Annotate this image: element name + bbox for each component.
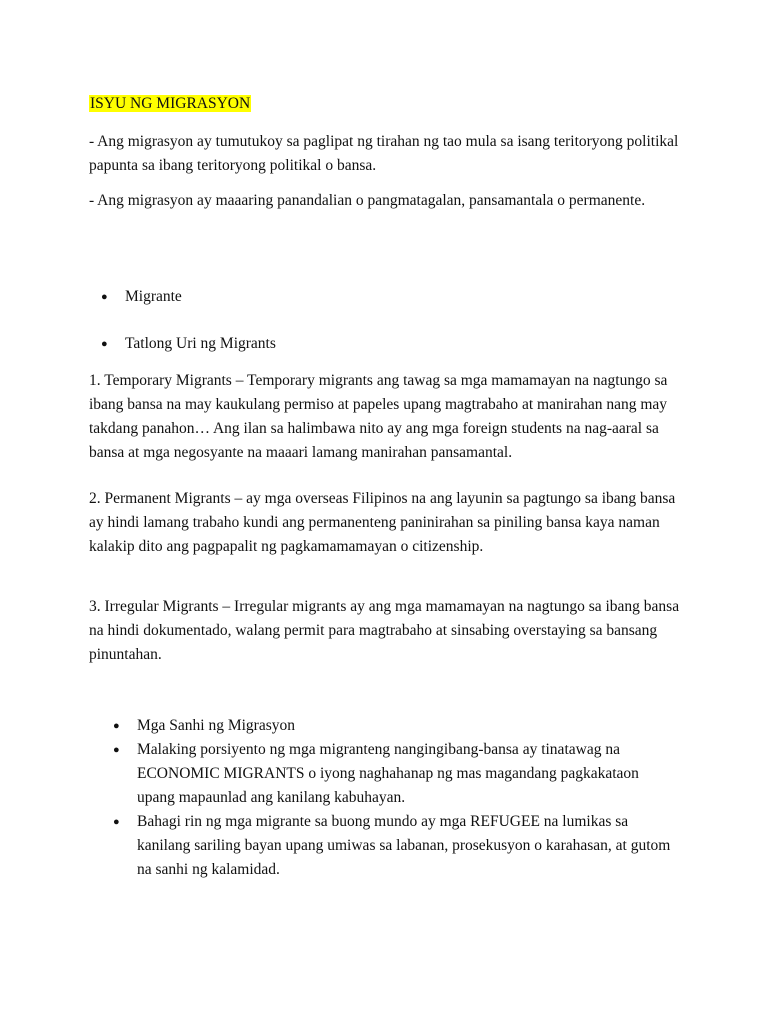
list-item [113,810,673,882]
type-paragraph-permanent: 2. Permanent Migrants – ay mga overseas Filipinos na ang layunin sa pagtungo sa ibang bansa ay hindi lamang trabaho kundi ang permanenteng paninirahan sa piniling bansa kaya naman kalakip dito ang pagpapalit ng pagkamamamayan o citizenship. [89,490,676,555]
list-item [113,738,673,810]
highlighted-title-text: ISYU NG MIGRASYON [90,95,251,112]
document-title [89,92,251,116]
type-paragraph-temporary: 1. Temporary Migrants – Temporary migrants ang tawag sa mga mamamayan na nagtungo sa ibang bansa na may kaukulang permiso at papeles upang magtrabaho at manirahan nang may takdang panahon… Ang ilan sa halimbawa nito ay ang mga foreign students na nag-aaral sa bansa at mga negosyante na maaari lamang manirahan pansamantal. [89,372,668,461]
bullet-dot-icon: ● [101,291,108,303]
list-item [113,714,673,738]
bullet-dot-icon: ● [113,744,120,756]
intro-paragraph-1: - Ang migrasyon ay tumutukoy sa paglipat ng tirahan ng tao mula sa isang teritoryong politikal papunta sa ibang teritoryong politikal o bansa. [89,133,679,174]
bullet-dot-icon: ● [113,720,120,732]
bullet-text: Tatlong Uri ng Migrants [125,335,276,352]
bullet-dot-icon: ● [101,338,108,350]
type-paragraph-irregular: 3. Irregular Migrants – Irregular migrants ay ang mga mamamayan na nagtungo sa ibang bansa na hindi dokumentado, walang permit para magtrabaho at sinsabing overstaying sa bansang pinuntahan. [89,598,680,663]
bullet-dot-icon: ● [113,816,120,828]
list-item-text: Bahagi rin ng mga migrante sa buong mundo ay mga REFUGEE na lumikas sa kanilang sariling bayan upang umiwas sa labanan, prosekusyon o karahasan, at gutom na sanhi ng kalamidad. [137,813,671,878]
bottom-bullet-list [113,714,673,882]
bullet-text: Migrante [125,288,182,305]
intro-paragraph-2: - Ang migrasyon ay maaaring panandalian o pangmatagalan, pansamantala o permanente. [89,192,646,209]
list-item-text: Mga Sanhi ng Migrasyon [137,717,296,734]
list-item-text: Malaking porsiyento ng mga migranteng nangingibang-bansa ay tinatawag na ECONOMIC MIGRANTS o iyong naghahanap ng mas magandang pagkakataon upang mapaunlad ang kanilang kabuhayan. [137,741,639,806]
